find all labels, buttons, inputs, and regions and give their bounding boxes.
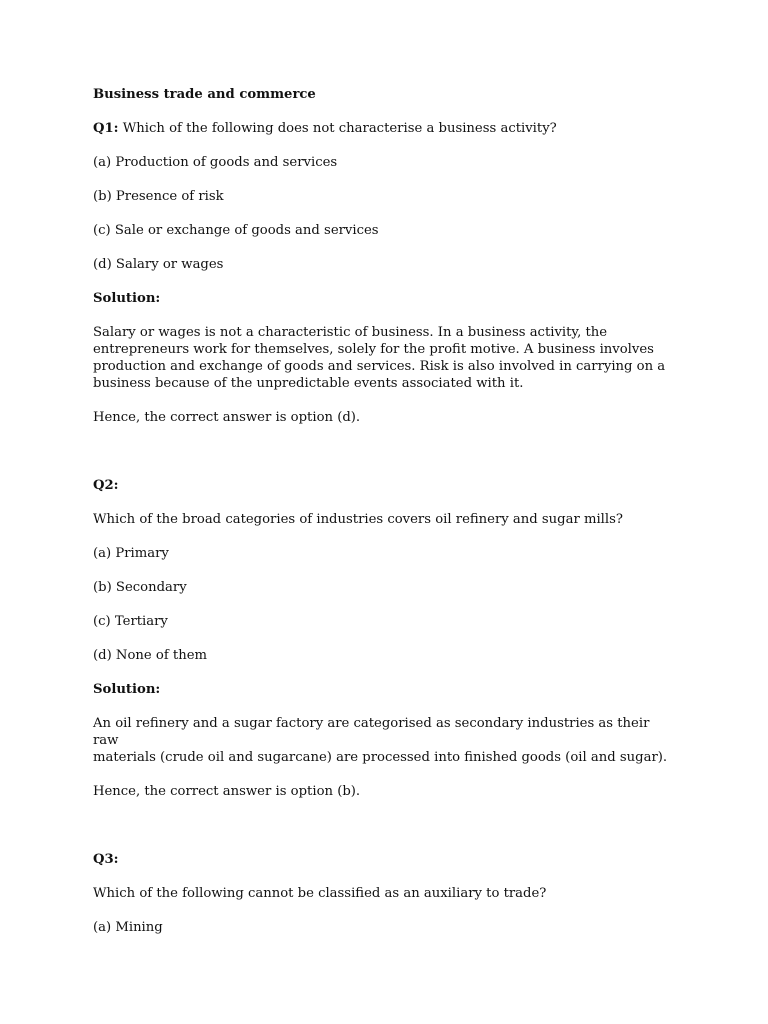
q3-option-a: (a) Mining — [93, 920, 163, 935]
q1-solution-line: production and exchange of goods and services. Risk is also involved in carrying on a — [93, 359, 666, 374]
q3-label: Q3: — [93, 852, 119, 867]
q1-option-d: (d) Salary or wages — [93, 257, 224, 272]
q2-solution-line: An oil refinery and a sugar factory are categorised as secondary industries as their raw — [93, 716, 650, 748]
q2-option-d: (d) None of them — [93, 648, 208, 663]
q1-question — [93, 120, 678, 137]
q2-label: Q2: — [93, 478, 119, 493]
q2-answer: Hence, the correct answer is option (b). — [93, 784, 361, 799]
q2-option-b: (b) Secondary — [93, 580, 187, 595]
q1-text: Which of the following does not characterise a business activity? — [118, 121, 557, 136]
q1-option-c: (c) Sale or exchange of goods and services — [93, 223, 379, 238]
q2-solution-label: Solution: — [93, 682, 161, 697]
document-page — [93, 86, 678, 953]
q1-solution-label: Solution: — [93, 291, 161, 306]
q1-option-a: (a) Production of goods and services — [93, 155, 338, 170]
q2-question: Which of the broad categories of industries covers oil refinery and sugar mills? — [93, 512, 623, 527]
q1-answer: Hence, the correct answer is option (d). — [93, 410, 361, 425]
document-title: Business trade and commerce — [93, 87, 316, 102]
q1-solution-text — [93, 324, 678, 392]
q2-solution-line: materials (crude oil and sugarcane) are processed into finished goods (oil and sugar). — [93, 750, 668, 765]
q1-solution-line: Salary or wages is not a characteristic of business. In a business activity, the — [93, 325, 608, 340]
q3-question: Which of the following cannot be classified as an auxiliary to trade? — [93, 886, 547, 901]
q1-solution-line: business because of the unpredictable events associated with it. — [93, 376, 524, 391]
q1-option-b: (b) Presence of risk — [93, 189, 224, 204]
q2-solution-text — [93, 715, 678, 766]
q2-option-a: (a) Primary — [93, 546, 169, 561]
q1-solution-line: entrepreneurs work for themselves, solely for the profit motive. A business involves — [93, 342, 654, 357]
q1-label: Q1: — [93, 121, 119, 136]
q2-option-c: (c) Tertiary — [93, 614, 168, 629]
